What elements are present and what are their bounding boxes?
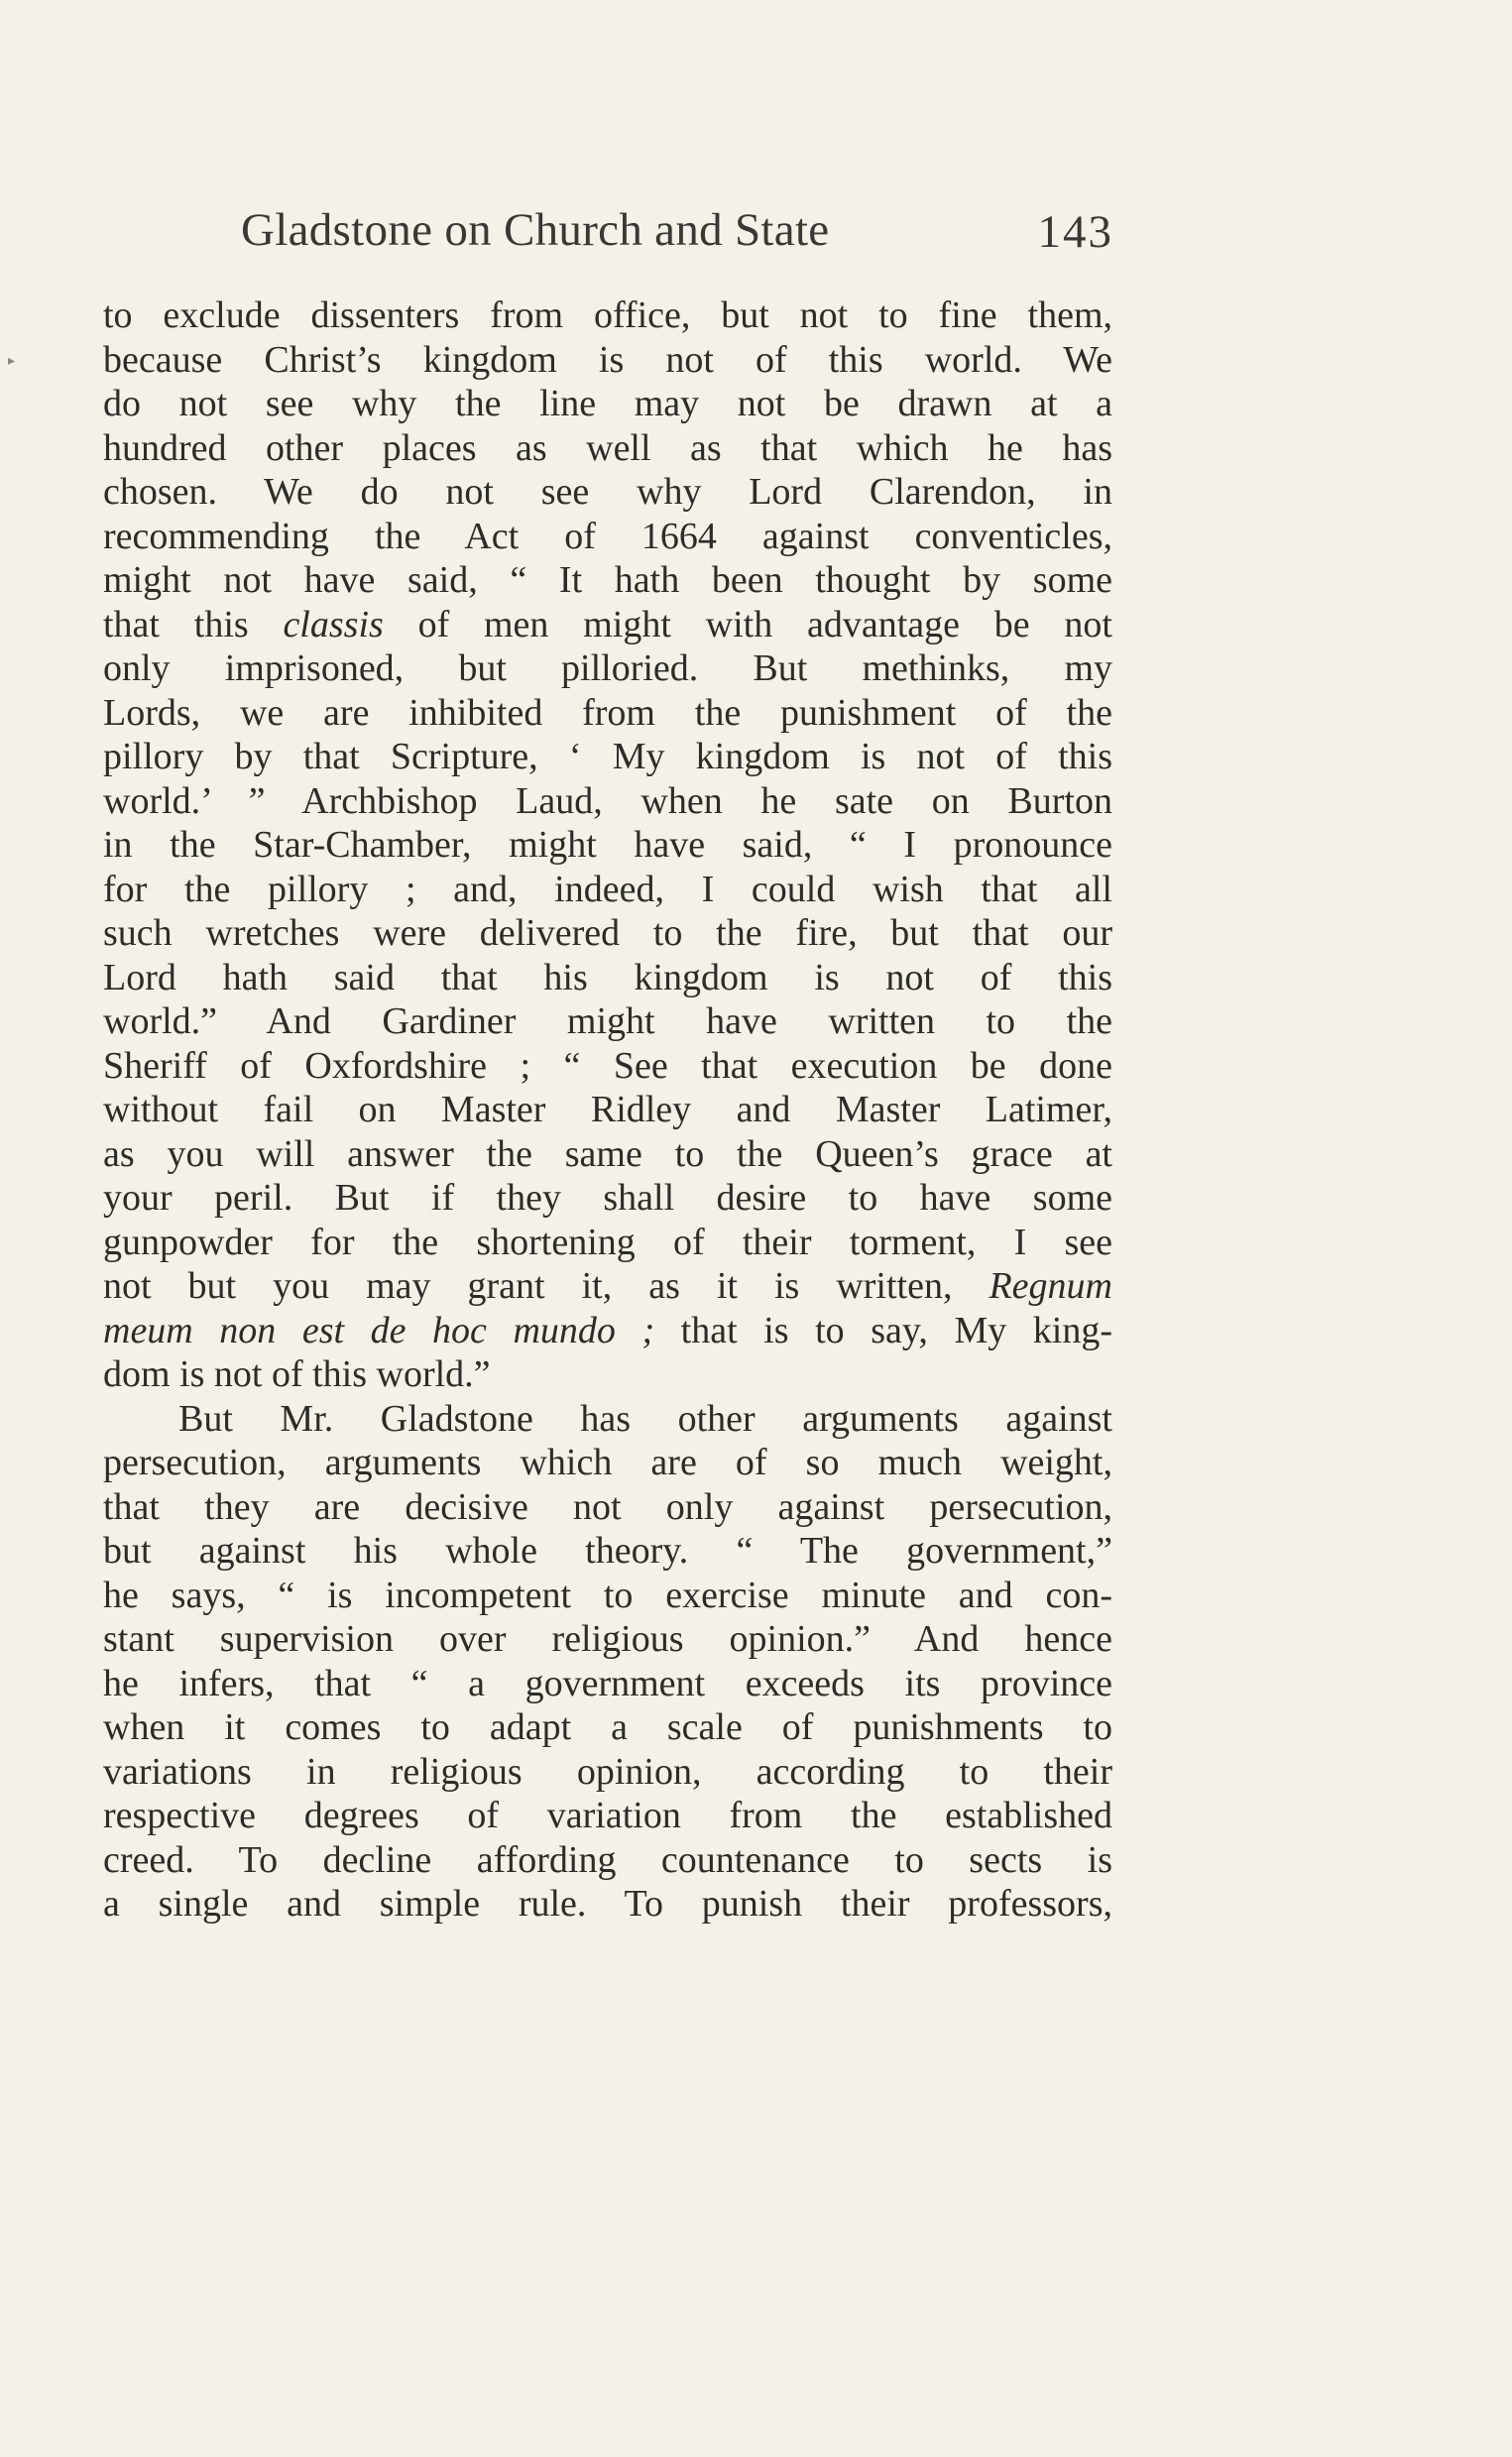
text-line bbox=[103, 1882, 1112, 1927]
text-line bbox=[103, 1352, 1112, 1397]
text-line bbox=[103, 338, 1112, 383]
page-number: 143 bbox=[1037, 206, 1113, 258]
text-line bbox=[103, 515, 1112, 559]
text-line bbox=[103, 1044, 1112, 1089]
text-line bbox=[103, 558, 1112, 603]
text-line bbox=[103, 1662, 1112, 1706]
text-line-content: that is to say, My king- bbox=[654, 1309, 1112, 1351]
italic-phrase: meum non est de hoc mundo ; bbox=[103, 1309, 655, 1351]
text-line bbox=[103, 1397, 1112, 1442]
text-line bbox=[103, 1705, 1112, 1750]
text-line-content: but against his whole theory. “ The government,” bbox=[103, 1530, 1112, 1572]
text-line bbox=[103, 1617, 1112, 1662]
text-line bbox=[103, 470, 1112, 515]
text-line bbox=[103, 911, 1112, 956]
text-line-content: as you will answer the same to the Queen’s grace at bbox=[103, 1132, 1112, 1175]
text-line-content: for the pillory ; and, indeed, I could wish that all bbox=[103, 868, 1112, 910]
text-line bbox=[103, 1838, 1112, 1883]
text-line-content: creed. To decline affording countenance to sects is bbox=[103, 1838, 1112, 1881]
text-line bbox=[103, 1088, 1112, 1132]
italic-phrase: Regnum bbox=[989, 1265, 1112, 1307]
text-line-content: that they are decisive not only against persecution, bbox=[103, 1485, 1112, 1528]
running-head bbox=[241, 203, 1113, 263]
text-line bbox=[103, 1750, 1112, 1795]
text-line-content: chosen. We do not see why Lord Clarendon, in bbox=[103, 471, 1112, 513]
body-text bbox=[103, 293, 1112, 1927]
text-line-content: world.’ ” Archbishop Laud, when he sate on Burton bbox=[103, 779, 1112, 822]
text-line bbox=[103, 603, 1112, 647]
text-line bbox=[103, 1309, 1112, 1353]
text-line-content: Lord hath said that his kingdom is not of this bbox=[103, 956, 1112, 998]
text-line-content: of men might with advantage be not bbox=[383, 603, 1112, 645]
margin-mark-icon: ▸ bbox=[8, 354, 16, 369]
text-line-content: not but you may grant it, as it is written, bbox=[103, 1265, 989, 1307]
text-line-content: do not see why the line may not be drawn at a bbox=[103, 383, 1112, 424]
text-line-content: when it comes to adapt a scale of punishments to bbox=[103, 1706, 1112, 1748]
text-line bbox=[103, 1485, 1112, 1530]
text-line bbox=[103, 999, 1112, 1044]
text-line-content: But Mr. Gladstone has other arguments against bbox=[178, 1397, 1112, 1440]
text-line-content: world.” And Gardiner might have written to the bbox=[103, 1000, 1112, 1042]
text-line-content: variations in religious opinion, according to their bbox=[103, 1750, 1112, 1793]
text-line-content: pillory by that Scripture, ‘ My kingdom is not of this bbox=[103, 736, 1112, 777]
text-line-content: dom is not of this world.” bbox=[103, 1353, 491, 1395]
text-line-content: Lords, we are inhibited from the punishment of the bbox=[103, 691, 1112, 734]
text-line-content: stant supervision over religious opinion.” And hence bbox=[103, 1618, 1112, 1660]
text-line bbox=[103, 823, 1112, 868]
text-line bbox=[103, 1176, 1112, 1221]
text-line bbox=[103, 868, 1112, 912]
text-line bbox=[103, 1441, 1112, 1485]
text-line bbox=[103, 1574, 1112, 1618]
text-line-content: he says, “ is incompetent to exercise minute and con- bbox=[103, 1574, 1112, 1616]
text-line-content: Sheriff of Oxfordshire ; “ See that execution be done bbox=[103, 1044, 1112, 1087]
text-line-content: gunpowder for the shortening of their torment, I see bbox=[103, 1221, 1112, 1263]
text-line-content: without fail on Master Ridley and Master Latimer, bbox=[103, 1089, 1112, 1130]
running-title: Gladstone on Church and State bbox=[241, 204, 830, 256]
text-line-content: hundred other places as well as that which he has bbox=[103, 426, 1112, 469]
text-line bbox=[103, 735, 1112, 779]
text-line bbox=[103, 779, 1112, 824]
text-line-content: persecution, arguments which are of so much weight, bbox=[103, 1442, 1112, 1483]
text-line-content: such wretches were delivered to the fire, but that our bbox=[103, 912, 1112, 954]
text-line-content: to exclude dissenters from office, but not to fine them, bbox=[103, 294, 1112, 336]
italic-phrase: classis bbox=[283, 603, 384, 645]
text-line bbox=[103, 293, 1112, 338]
text-line bbox=[103, 382, 1112, 426]
text-line-content: respective degrees of variation from the established bbox=[103, 1795, 1112, 1836]
text-line bbox=[103, 1132, 1112, 1177]
text-line bbox=[103, 1264, 1112, 1309]
text-line-content: your peril. But if they shall desire to have some bbox=[103, 1177, 1112, 1219]
text-line bbox=[103, 646, 1112, 691]
text-line-content: might not have said, “ It hath been thought by some bbox=[103, 559, 1112, 601]
text-line-content: only imprisoned, but pilloried. But methinks, my bbox=[103, 647, 1112, 689]
text-line bbox=[103, 1529, 1112, 1574]
text-line bbox=[103, 956, 1112, 1000]
text-line-content: recommending the Act of 1664 against conventicles, bbox=[103, 515, 1112, 557]
text-line bbox=[103, 426, 1112, 471]
text-line-content: that this bbox=[103, 603, 284, 645]
text-line bbox=[103, 1221, 1112, 1265]
text-line-content: he infers, that “ a government exceeds its province bbox=[103, 1662, 1112, 1704]
text-line-content: because Christ’s kingdom is not of this world. We bbox=[103, 338, 1112, 381]
text-line-content: a single and simple rule. To punish their professors, bbox=[103, 1883, 1112, 1925]
text-line bbox=[103, 1794, 1112, 1838]
text-line bbox=[103, 691, 1112, 736]
text-line-content: in the Star-Chamber, might have said, “ I pronounce bbox=[103, 824, 1112, 866]
